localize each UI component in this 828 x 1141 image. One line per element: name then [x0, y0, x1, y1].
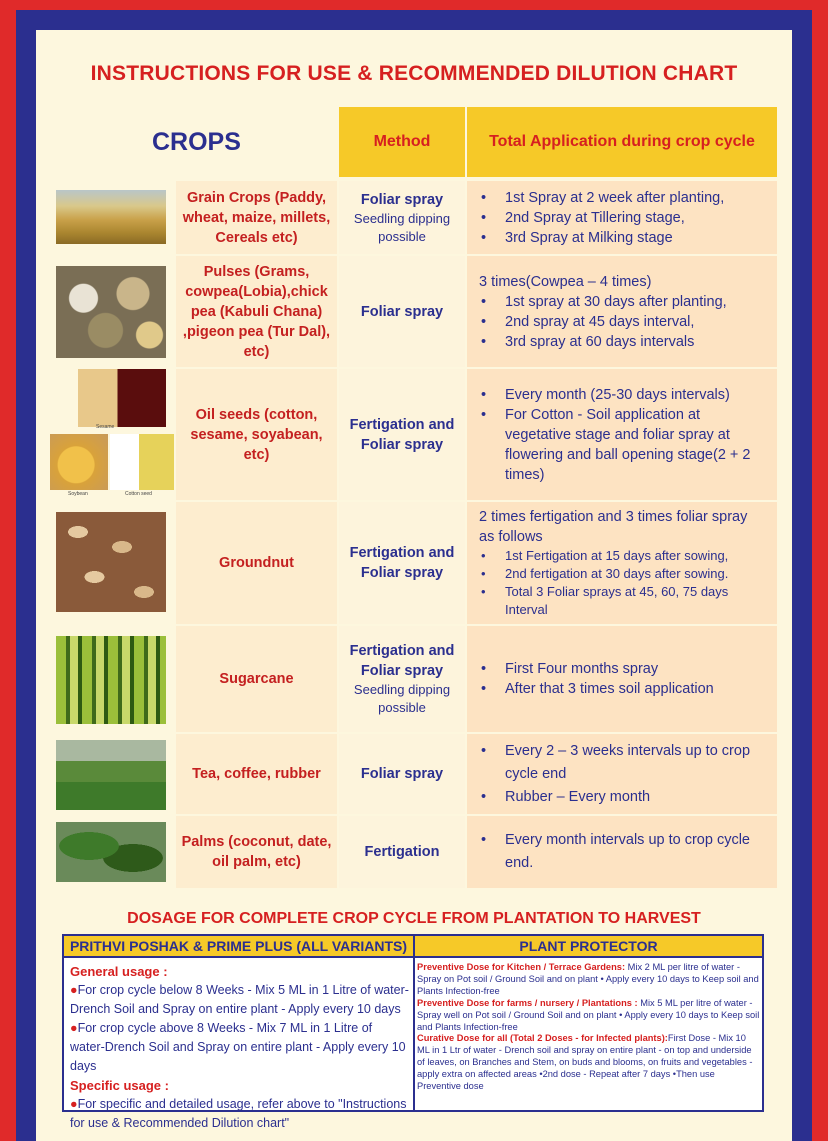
cotton-seed-photo: [110, 434, 174, 490]
plant-protector-usage: [417, 962, 761, 1093]
method-name: Fertigation and Foliar spray: [349, 545, 455, 581]
application-point: • 2nd spray at 45 days interval,: [505, 312, 727, 332]
application-point: • Every 2 – 3 weeks intervals up to crop cycle end: [505, 740, 765, 786]
dosage-box: [62, 934, 764, 1130]
application-cell: [467, 181, 777, 254]
method-cell: [339, 502, 465, 624]
application-point: • 1st Fertigation at 15 days after sowing,: [505, 547, 765, 565]
dosage-title: DOSAGE FOR COMPLETE CROP CYCLE FROM PLANTATION TO HARVEST: [127, 910, 701, 927]
general-usage-above-8-weeks: For crop cycle above 8 Weeks - Mix 7 ML in 1 Litre of water-Drench Soil and Spray on entire plant - Apply every 10 days: [70, 1021, 406, 1073]
column-divider: [413, 936, 415, 1110]
specific-usage-text: For specific and detailed usage, refer above to "Instructions for use & Recommended Dilution chart": [70, 1097, 407, 1130]
method-name: Foliar spray: [360, 191, 444, 208]
groundnut-photo: [56, 512, 166, 612]
crop-name: Tea, coffee, rubber: [176, 734, 337, 814]
application-point: • First Four months spray: [505, 659, 714, 679]
application-point: • 3rd Spray at Milking stage: [505, 228, 724, 248]
application-point: • 2nd fertigation at 30 days after sowing.: [505, 565, 765, 583]
crop-name: Groundnut: [176, 502, 337, 624]
method-note: Seedling dipping possible: [353, 682, 451, 715]
crop-name: Palms (coconut, date, oil palm, etc): [176, 816, 337, 888]
method-header: Method: [339, 107, 465, 177]
method-name: Fertigation: [364, 844, 440, 860]
method-cell: [339, 734, 465, 814]
crop-name: Pulses (Grams, cowpea(Lobia),chick pea (Kabuli Chana) ,pigeon pea (Tur Dal), etc): [176, 256, 337, 367]
application-point: • 2nd Spray at Tillering stage,: [505, 208, 724, 228]
curative-dose-text: First Dose - Mix 10 ML in 1 Ltr of water - Drench soil and spray on entire plant - on top and underside of leaves, on Branches and Stem, on buds and blooms, on fruits and vegetables - apply extra on affected areas •2nd dose - Repeat after 7 days •Then use Preventive dose: [417, 1033, 753, 1092]
plant-protector-header: PLANT PROTECTOR: [415, 936, 762, 958]
specific-usage-label: Specific usage :: [70, 1078, 169, 1093]
prithvi-header: PRITHVI POSHAK & PRIME PLUS (ALL VARIANTS): [64, 936, 413, 958]
tea-coffee-rubber-photo: [56, 740, 166, 810]
application-point: • 1st Spray at 2 week after planting,: [505, 188, 724, 208]
method-name: Fertigation and Foliar spray: [349, 643, 455, 679]
application-point: • For Cotton - Soil application at vegetative stage and foliar spray at flowering and ball opening stage(2 + 2 times): [505, 405, 765, 485]
application-cell: [467, 256, 777, 367]
kitchen-dose-label: Preventive Dose for Kitchen / Terrace Gardens:: [417, 962, 626, 972]
sesame-photo: [78, 369, 166, 427]
method-cell: [339, 369, 465, 500]
kitchen-dose-text: Mix 2 ML per litre of water - Spray on Pot soil / Ground Soil and on plant • Apply every 10 days to Keep soil and Plants Infection-free: [417, 962, 759, 996]
application-cell: [467, 816, 777, 888]
crop-name: Oil seeds (cotton, sesame, soyabean, etc): [176, 369, 337, 500]
application-point: • Every month (25-30 days intervals): [505, 385, 765, 405]
prithvi-usage: General usage : ●For crop cycle below 8 Weeks - Mix 5 ML in 1 Litre of water-Drench Soil and Spray on entire plant - Apply every 10 days ●For crop cycle above 8 Weeks - Mix 7 ML in 1 Litre of water-Drench Soil and Spray on entire plant - Apply every 10 days Specific usage : ●For specific and detailed usage, refer above to "Instructions for use & Recommended Dilution chart": [70, 964, 409, 1130]
grain-crops-photo: [56, 190, 166, 244]
cotton-caption: Cotton seed: [125, 491, 152, 497]
soybean-caption: Soybean: [68, 491, 88, 497]
application-cell: [467, 369, 777, 500]
crops-heading: CROPS: [152, 128, 241, 156]
application-point: • Every month intervals up to crop cycle end.: [505, 829, 765, 875]
pulses-photo: [56, 266, 166, 358]
soybean-photo: [50, 434, 108, 490]
application-point: • 1st spray at 30 days after planting,: [505, 292, 727, 312]
application-cell: [467, 734, 777, 814]
crop-name: Grain Crops (Paddy, wheat, maize, millets, Cereals etc): [176, 181, 337, 254]
farm-dose-label: Preventive Dose for farms / nursery / Plantations :: [417, 997, 638, 1008]
sesame-caption: Sesame: [96, 424, 115, 430]
method-name: Foliar spray: [360, 766, 444, 782]
method-cell: [339, 626, 465, 732]
application-cell: [467, 626, 777, 732]
application-lead: 2 times fertigation and 3 times foliar spray as follows: [479, 509, 748, 545]
farm-dose-text: Mix 5 ML per litre of water - Spray well on Pot soil / Ground Soil and on plant • Apply every 10 days to Keep soil and Plants Infection-free: [417, 997, 760, 1032]
page-title: INSTRUCTIONS FOR USE & RECOMMENDED DILUTION CHART: [90, 62, 738, 85]
curative-dose-label: Curative Dose for all (Total 2 Doses - for Infected plants):: [417, 1033, 668, 1044]
sugarcane-photo: [56, 636, 166, 724]
application-cell: [467, 502, 777, 624]
method-note: Seedling dipping possible: [353, 210, 451, 244]
method-cell: [339, 816, 465, 888]
application-point: • Total 3 Foliar sprays at 45, 60, 75 days Interval: [505, 583, 765, 619]
method-name: Foliar spray: [360, 303, 444, 320]
total-application-header: Total Application during crop cycle: [467, 107, 777, 177]
method-name: Fertigation and Foliar spray: [349, 416, 455, 453]
application-point: • After that 3 times soil application: [505, 679, 714, 699]
general-usage-label: General usage :: [70, 964, 168, 979]
crop-name: Sugarcane: [176, 626, 337, 732]
application-point: • 3rd spray at 60 days intervals: [505, 332, 727, 352]
application-lead: 3 times(Cowpea – 4 times): [479, 273, 652, 290]
palms-photo: [56, 822, 166, 882]
application-point: • Rubber – Every month: [505, 786, 765, 809]
method-cell: [339, 256, 465, 367]
general-usage-below-8-weeks: For crop cycle below 8 Weeks - Mix 5 ML in 1 Litre of water-Drench Soil and Spray on entire plant - Apply every 10 days: [70, 983, 409, 1016]
method-cell: [339, 181, 465, 254]
